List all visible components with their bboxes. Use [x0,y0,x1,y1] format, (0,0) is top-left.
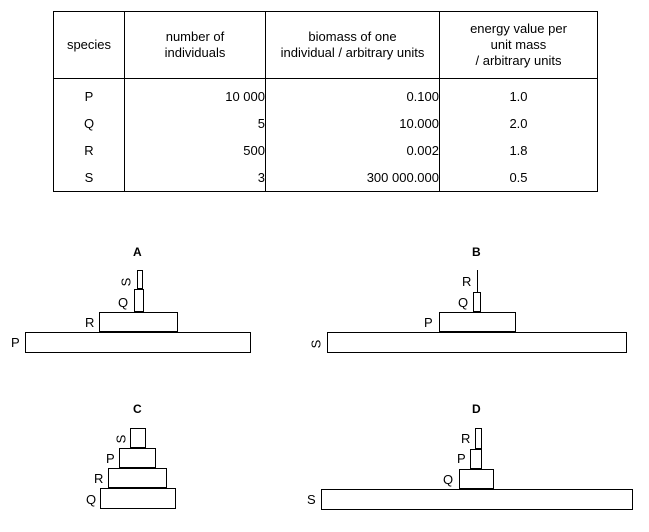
cell-energy: 0.5 [440,164,598,192]
cell-number-value: 5 [257,116,265,131]
cell-number [125,79,266,111]
table-row [54,164,598,192]
pyramid-d-bar-s [321,489,633,510]
pyramid-d-label-r: R [461,431,471,446]
cell-number-value: 3 [257,170,265,185]
pyramid-a-bar-r [99,312,178,332]
pyramid-b-label-s-text: S [308,339,324,349]
cell-biomass [266,110,440,137]
pyramid-d-label-s: S [307,492,316,507]
header-biomass-line1: biomass of one [308,29,397,44]
pyramid-a-label-r: R [85,315,95,330]
pyramid-a-title: A [133,245,142,259]
header-biomass-line2: individual / arbitrary units [280,45,425,60]
pyramid-c-label-p: P [106,451,115,466]
cell-species: P [54,79,125,111]
pyramid-c-bar-s [130,428,146,448]
cell-energy: 1.8 [440,137,598,164]
table-row [54,137,598,164]
cell-biomass [266,79,440,111]
pyramid-b-bar-r [477,270,478,292]
pyramid-d-label-q: Q [443,472,454,487]
header-number [125,12,266,79]
pyramid-c-label-s-text: S [113,434,129,444]
pyramid-d-bar-q [459,469,494,489]
pyramid-a-label-q: Q [118,295,129,310]
cell-number [125,137,266,164]
cell-biomass-value: 0.002 [406,143,439,158]
table-row [54,110,598,137]
header-number-line2: individuals [164,45,226,60]
header-species-line: species [66,37,112,52]
pyramid-a-bar-s [137,270,143,289]
cell-number-value: 10 000 [225,89,265,104]
cell-biomass [266,164,440,192]
header-energy [440,12,598,79]
pyramid-a-label-s-text: S [118,277,134,287]
pyramid-c-bar-p [119,448,156,468]
pyramid-b-label-s [308,337,324,351]
pyramid-b-bar-s [327,332,627,353]
pyramid-d-title: D [472,402,481,416]
pyramid-c-label-r: R [94,471,104,486]
header-energy-line3: / arbitrary units [475,53,562,68]
pyramid-c-bar-q [100,488,176,509]
pyramid-b-label-p: P [424,315,433,330]
header-species [54,12,125,79]
cell-species: S [54,164,125,192]
pyramid-d-label-p: P [457,451,466,466]
pyramid-a-bar-p [25,332,251,353]
pyramid-a-bar-q [134,289,144,312]
pyramid-b-label-q: Q [458,295,469,310]
pyramid-c-label-q: Q [86,492,97,507]
pyramid-b-title: B [472,245,481,259]
header-number-line1: number of [165,29,225,44]
pyramid-b-label-r: R [462,274,472,289]
cell-energy: 2.0 [440,110,598,137]
pyramid-b-bar-q [473,292,481,312]
cell-number [125,164,266,192]
header-energy-line2: unit mass [490,37,547,52]
cell-biomass-value: 0.100 [406,89,439,104]
pyramid-c-title: C [133,402,142,416]
pyramid-d-bar-p [470,449,482,469]
pyramid-c-bar-r [108,468,167,488]
cell-energy: 1.0 [440,79,598,111]
pyramid-b-bar-p [439,312,516,332]
pyramid-a-label-p: P [11,335,20,350]
cell-biomass [266,137,440,164]
cell-number [125,110,266,137]
cell-biomass-value: 300 000.000 [366,170,439,185]
header-biomass [266,12,440,79]
cell-species: R [54,137,125,164]
cell-species: Q [54,110,125,137]
species-data-table [53,11,598,192]
pyramid-a-label-s [118,275,134,289]
cell-number-value: 500 [243,143,265,158]
table-header-row [54,12,598,79]
pyramid-c-label-s [113,432,129,446]
header-energy-line1: energy value per [470,21,567,36]
table-row [54,79,598,111]
pyramid-d-bar-r [475,428,482,449]
cell-biomass-value: 10.000 [399,116,439,131]
